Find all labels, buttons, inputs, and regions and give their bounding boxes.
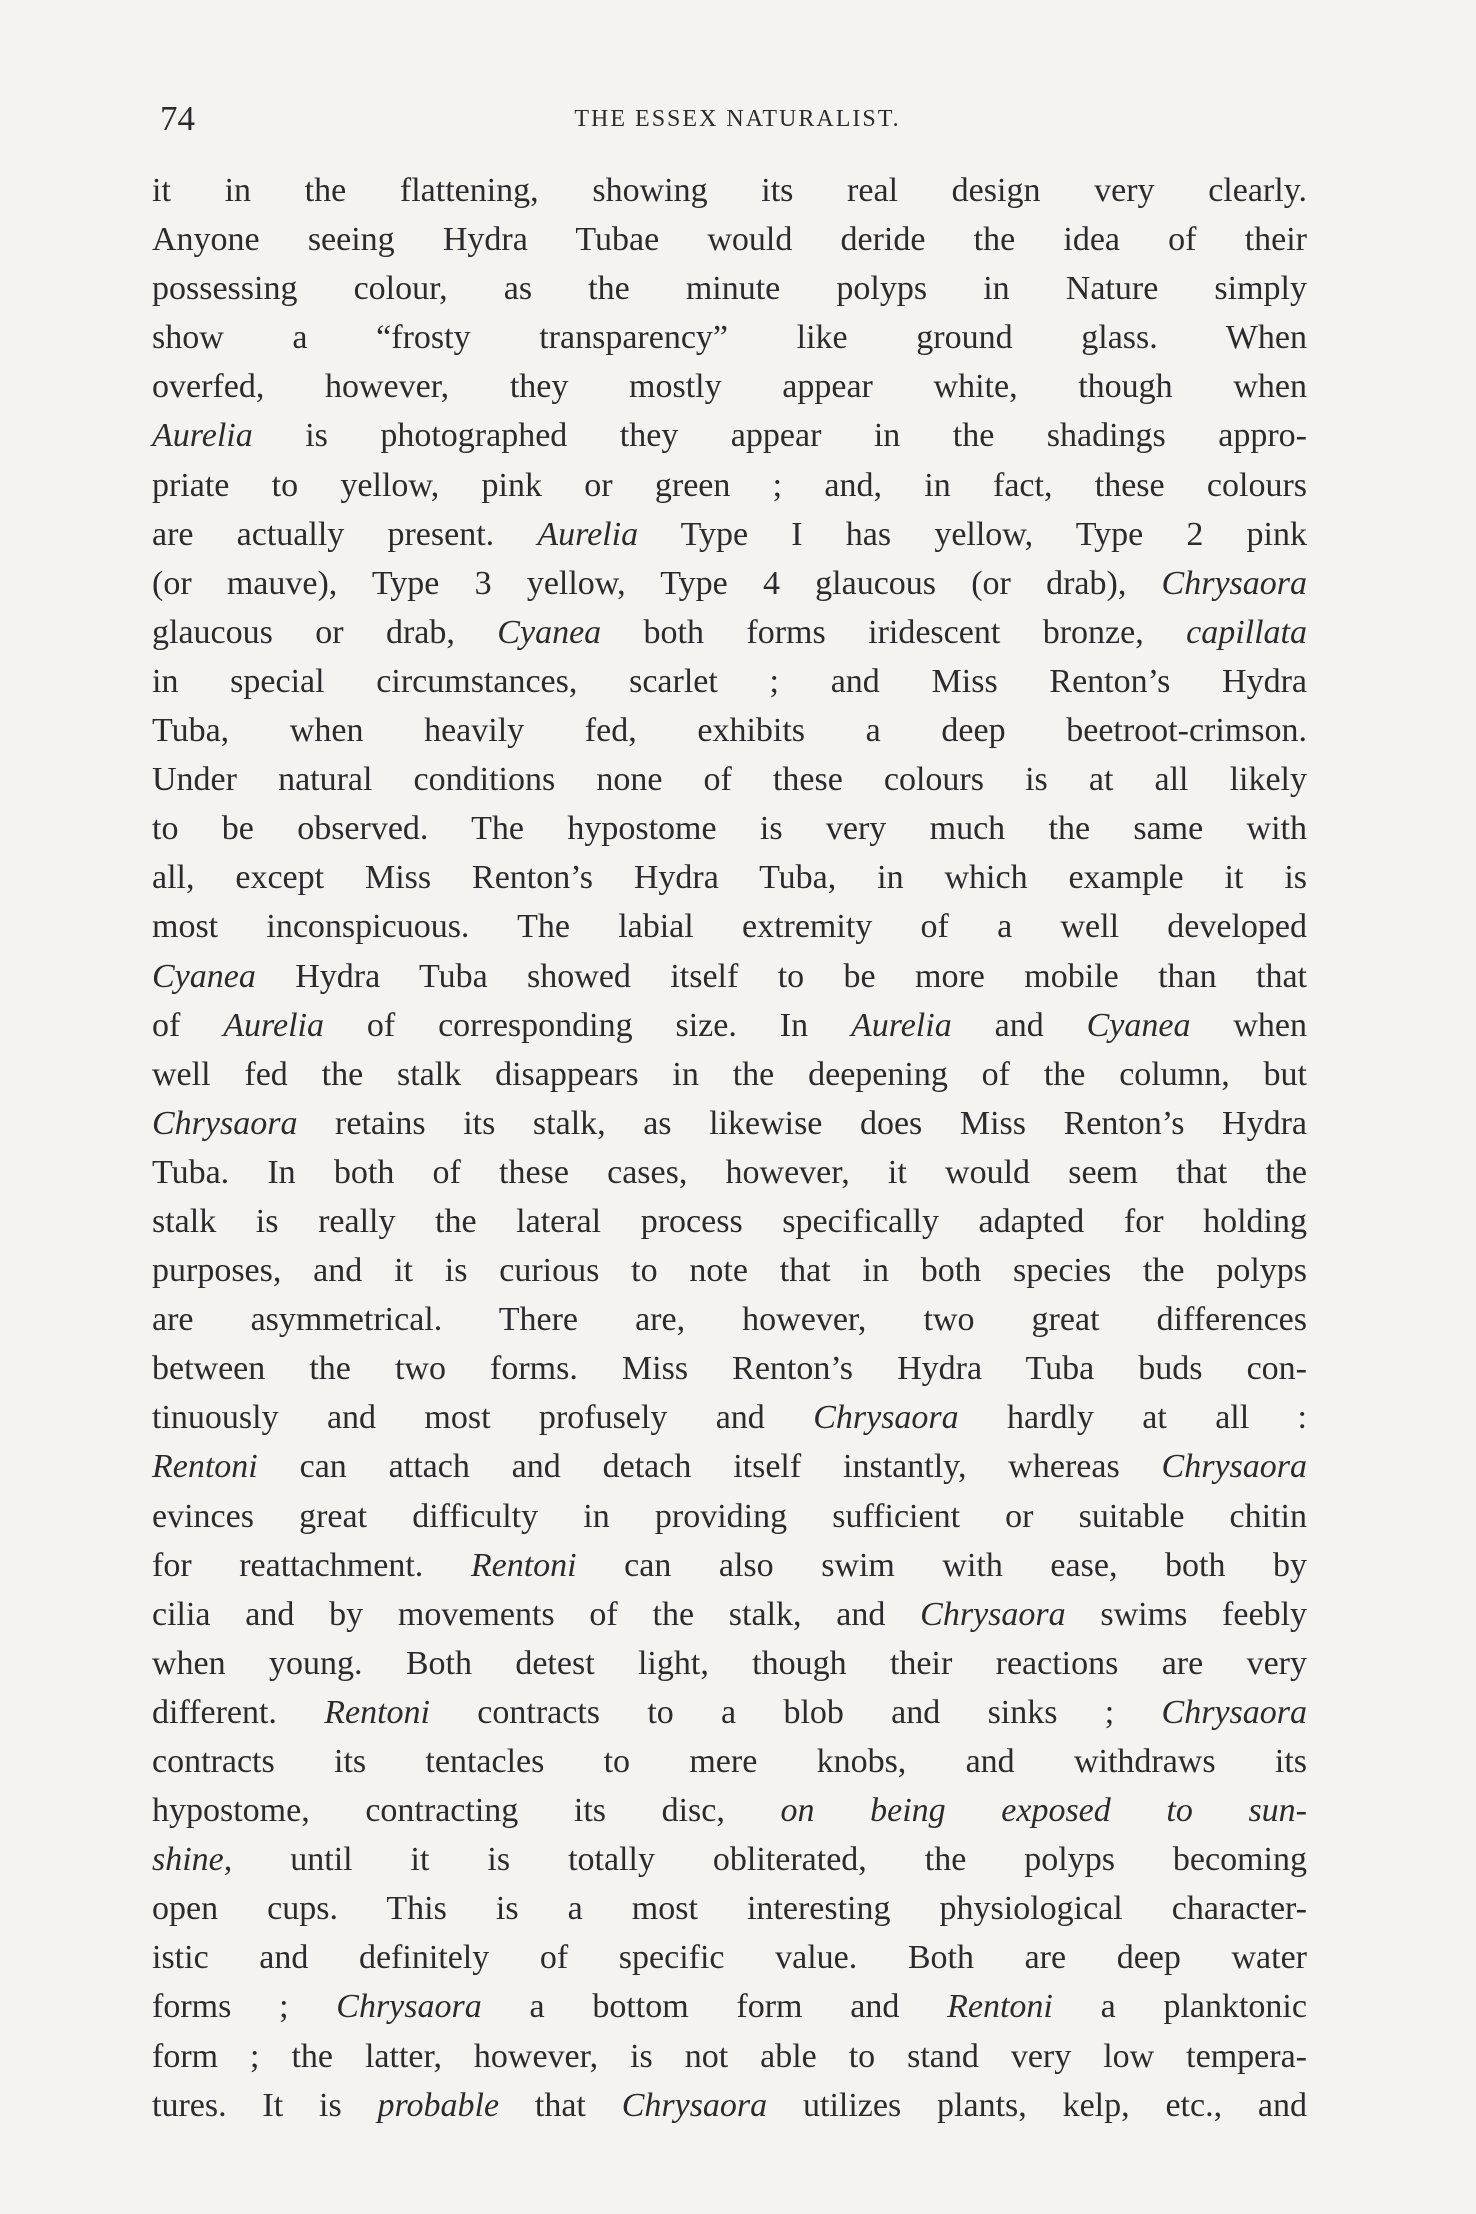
text-run: of corresponding size. In: [323, 1006, 851, 1044]
italic-run: Aurelia: [537, 515, 639, 553]
text-run: istic and definitely of specific value. Both are deep water: [152, 1939, 1307, 1977]
text-run: priate to yellow, pink or green ; and, in fact, these colours: [152, 466, 1307, 504]
page-number: 74: [160, 99, 195, 138]
text-line: [152, 2081, 1307, 2130]
text-line: [152, 411, 1307, 460]
italic-run: Cyanea: [1086, 1006, 1191, 1044]
text-run: Anyone seeing Hydra Tubae would deride the idea of their: [152, 221, 1307, 259]
text-line: [152, 215, 1307, 264]
text-run: cilia and by movements of the stalk, and: [152, 1595, 921, 1633]
text-line: [152, 1639, 1307, 1688]
text-line: [152, 313, 1307, 362]
text-run: for reattachment.: [152, 1546, 471, 1584]
text-run: hypostome, contracting its disc,: [152, 1792, 781, 1830]
text-run: hardly at all :: [958, 1399, 1307, 1437]
italic-run: on being exposed to sun-: [780, 1792, 1307, 1830]
italic-run: Rentoni: [470, 1546, 577, 1584]
italic-run: Aurelia: [152, 417, 253, 455]
text-run: different.: [152, 1693, 325, 1731]
running-head: [160, 94, 1315, 144]
italic-run: Chrysaora: [920, 1595, 1066, 1633]
italic-run: Chrysaora: [1161, 1693, 1307, 1731]
text-line: [152, 1050, 1307, 1099]
text-run: stalk is really the lateral process specifically adapted for holding: [152, 1202, 1307, 1240]
text-line: [152, 902, 1307, 951]
text-line: [152, 1295, 1307, 1344]
text-line: [152, 166, 1307, 215]
text-line: [152, 461, 1307, 510]
text-run: tures. It is: [152, 2086, 378, 2124]
text-run: to be observed. The hypostome is very much the same with: [152, 810, 1307, 848]
text-run: tinuously and most profusely and: [152, 1399, 814, 1437]
italic-run: Chrysaora: [1161, 564, 1307, 602]
text-line: [152, 706, 1307, 755]
text-line: [152, 608, 1307, 657]
italic-run: Aurelia: [223, 1006, 324, 1044]
italic-run: Chrysaora: [152, 1104, 298, 1142]
text-run: until it is totally obliterated, the polyps becoming: [232, 1841, 1307, 1879]
italic-run: Cyanea: [152, 957, 256, 995]
italic-run: Chrysaora: [813, 1399, 959, 1437]
text-line: [152, 1393, 1307, 1442]
text-line: [152, 1541, 1307, 1590]
text-run: forms ;: [152, 1988, 337, 2026]
text-run: most inconspicuous. The labial extremity of a well developed: [152, 908, 1307, 946]
text-run: possessing colour, as the minute polyps in Nature simply: [152, 270, 1307, 308]
text-run: swims feebly: [1065, 1595, 1308, 1633]
text-run: Hydra Tuba showed itself to be more mobile than that: [255, 957, 1307, 995]
text-line: [152, 657, 1307, 706]
text-line: [152, 1590, 1307, 1639]
text-line: [152, 1884, 1307, 1933]
text-run: are asymmetrical. There are, however, two great differences: [152, 1301, 1307, 1339]
text-line: [152, 510, 1307, 559]
text-run: contracts its tentacles to mere knobs, and withdraws its: [152, 1743, 1307, 1780]
text-run: well fed the stalk disappears in the deepening of the column, but: [152, 1055, 1307, 1093]
text-line: [152, 1786, 1307, 1835]
body-text: [152, 166, 1307, 2130]
text-line: [152, 1688, 1307, 1737]
italic-run: Chrysaora: [1161, 1448, 1307, 1486]
text-run: utilizes plants, kelp, etc., and: [767, 2086, 1307, 2124]
text-run: are actually present.: [152, 515, 538, 553]
text-run: it in the flattening, showing its real design very clearly.: [152, 172, 1307, 209]
text-run: contracts to a blob and sinks ;: [430, 1693, 1162, 1731]
text-run: Tuba, when heavily fed, exhibits a deep beetroot-crimson.: [152, 712, 1307, 750]
text-run: can also swim with ease, both by: [576, 1546, 1307, 1584]
text-run: Under natural conditions none of these colours is at all likely: [152, 761, 1307, 799]
text-run: can attach and detach itself instantly, whereas: [257, 1448, 1162, 1486]
text-run: (or mauve), Type 3 yellow, Type 4 glaucous (or drab),: [152, 564, 1162, 602]
text-line: [152, 362, 1307, 411]
text-line: [152, 1492, 1307, 1541]
text-run: retains its stalk, as likewise does Miss Renton’s Hydra: [297, 1104, 1307, 1142]
text-line: [152, 1442, 1307, 1491]
italic-run: shine,: [152, 1841, 233, 1879]
text-line: [152, 559, 1307, 608]
text-run: when young. Both detest light, though their reactions are very: [152, 1644, 1307, 1682]
text-line: [152, 1148, 1307, 1197]
text-run: and: [951, 1006, 1087, 1044]
text-line: [152, 1099, 1307, 1148]
text-run: that: [499, 2086, 622, 2124]
italic-run: Cyanea: [497, 613, 602, 651]
text-run: between the two forms. Miss Renton’s Hydra Tuba buds con-: [152, 1350, 1307, 1388]
text-line: [152, 264, 1307, 313]
text-run: open cups. This is a most interesting physiological character-: [152, 1890, 1307, 1928]
text-line: [152, 804, 1307, 853]
text-run: form ; the latter, however, is not able to stand very low tempera-: [152, 2037, 1307, 2075]
italic-run: Chrysaora: [336, 1988, 482, 2026]
italic-run: Rentoni: [324, 1693, 430, 1731]
text-run: overfed, however, they mostly appear white, though when: [152, 368, 1307, 406]
text-run: is photographed they appear in the shadings appro-: [252, 417, 1307, 455]
text-run: of: [152, 1006, 224, 1044]
italic-run: probable: [377, 2086, 500, 2124]
italic-run: Aurelia: [850, 1006, 952, 1044]
text-run: a planktonic: [1052, 1988, 1307, 2026]
text-line: [152, 1982, 1307, 2031]
text-line: [152, 755, 1307, 804]
text-run: show a “frosty transparency” like ground glass. When: [152, 319, 1307, 357]
text-run: when: [1190, 1006, 1307, 1044]
italic-run: Rentoni: [152, 1448, 258, 1486]
text-line: [152, 1001, 1307, 1050]
text-run: evinces great difficulty in providing sufficient or suitable chitin: [152, 1497, 1307, 1535]
text-line: [152, 1737, 1307, 1786]
text-line: [152, 1246, 1307, 1295]
text-line: [152, 1933, 1307, 1982]
text-line: [152, 1835, 1307, 1884]
text-run: in special circumstances, scarlet ; and Miss Renton’s Hydra: [152, 662, 1307, 700]
text-line: [152, 2032, 1307, 2081]
text-run: Type I has yellow, Type 2 pink: [638, 515, 1307, 553]
text-run: all, except Miss Renton’s Hydra Tuba, in which example it is: [152, 859, 1307, 897]
text-run: a bottom form and: [481, 1988, 948, 2026]
italic-run: Rentoni: [947, 1988, 1053, 2026]
text-run: purposes, and it is curious to note that in both species the polyps: [152, 1252, 1307, 1290]
text-line: [152, 853, 1307, 902]
text-run: both forms iridescent bronze,: [601, 613, 1187, 651]
italic-run: Chrysaora: [621, 2086, 768, 2124]
italic-run: capillata: [1186, 613, 1307, 651]
text-run: Tuba. In both of these cases, however, it would seem that the: [152, 1153, 1307, 1191]
running-title: THE ESSEX NATURALIST.: [574, 106, 901, 132]
text-line: [152, 1344, 1307, 1393]
text-line: [152, 1197, 1307, 1246]
text-run: glaucous or drab,: [152, 613, 498, 651]
text-line: [152, 952, 1307, 1001]
